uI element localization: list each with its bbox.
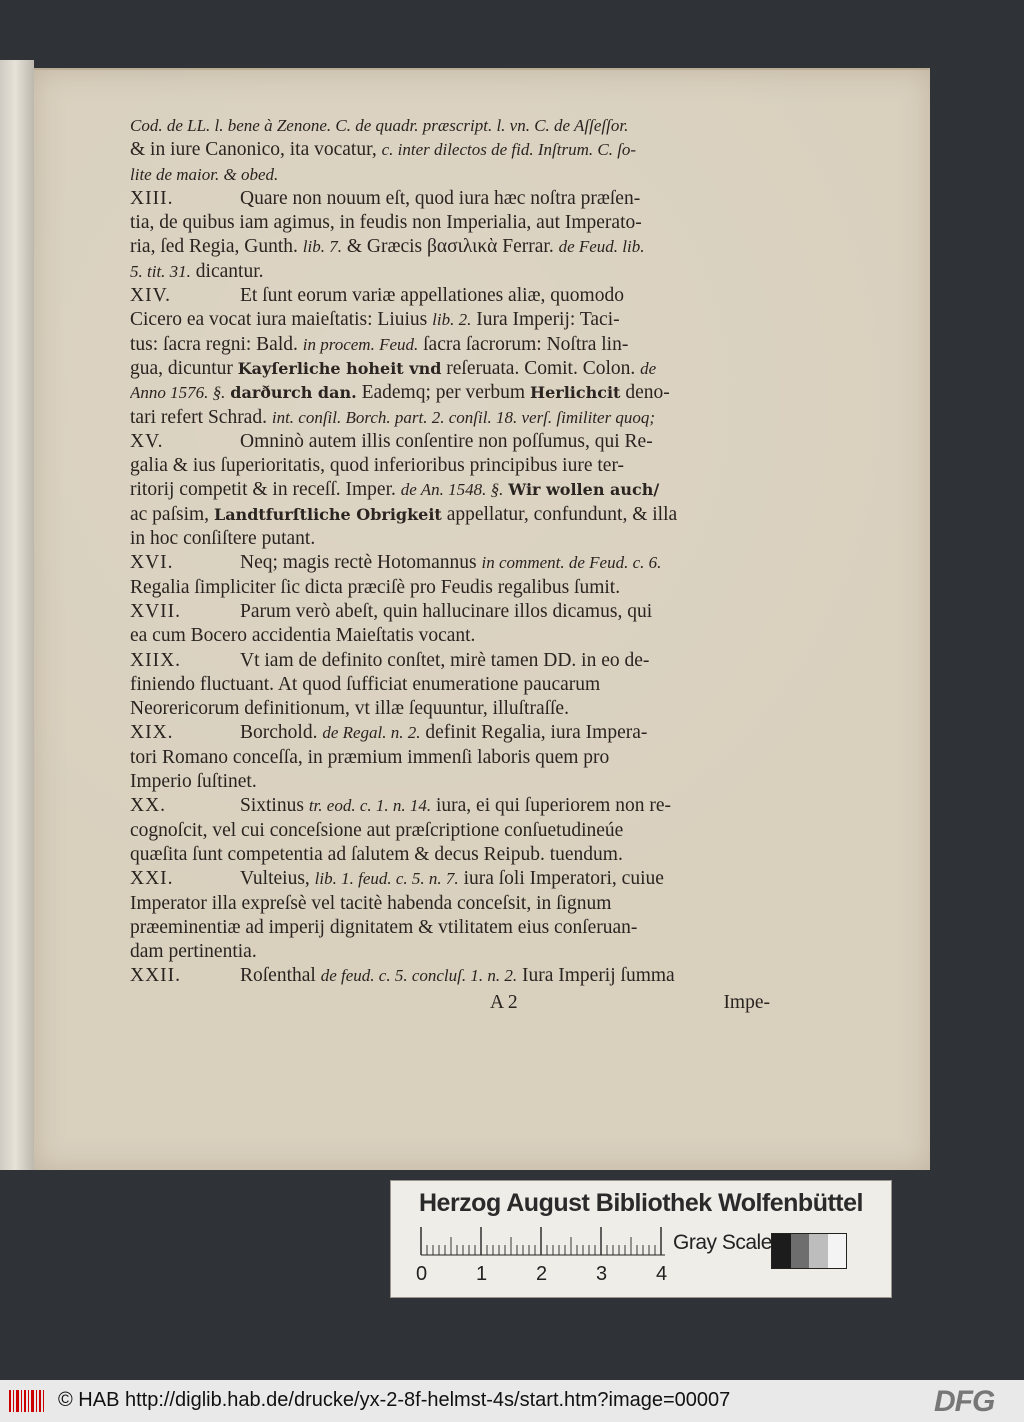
italic-citation: in procem. Feud. — [302, 334, 419, 354]
section-number: XVII. — [130, 600, 182, 622]
text-line — [130, 624, 770, 648]
italic-citation: de An. 1548. §. — [400, 480, 504, 500]
text-line — [130, 260, 770, 284]
text-line — [130, 916, 770, 940]
italic-citation: lite de maior. & obed. — [130, 164, 279, 184]
text-run: Neq; magis rectè Hotomannus — [240, 552, 482, 574]
text-line — [130, 163, 770, 187]
text-run: Imperio ſuſtinet. — [130, 771, 257, 793]
italic-citation: lib. 2. — [432, 310, 472, 330]
text-run: Iura Imperij: Taci- — [471, 309, 620, 331]
italic-citation: int. conſil. Borch. part. 2. conſil. 18. verſ. ſimiliter quoq; — [271, 407, 656, 427]
text-run: quæſita ſunt competentia ad ſalutem & decus Reipub. tuendum. — [130, 843, 623, 865]
text-run: ritorij competit & in receſſ. Imper. — [130, 479, 401, 501]
gray-patch — [809, 1234, 828, 1268]
adjacent-page-edge — [0, 60, 34, 1170]
dfg-logo: DFG — [934, 1385, 995, 1418]
section-number: XIII. — [130, 187, 174, 209]
section-start-line — [130, 187, 770, 211]
text-run: & Græcis βασιλικὰ Ferrar. — [341, 236, 559, 258]
ruler-label: 2 — [536, 1263, 548, 1285]
text-line — [130, 843, 770, 867]
section-start-line — [130, 721, 770, 745]
section-start-line — [130, 964, 770, 988]
section-text — [240, 721, 647, 745]
signature-mark: A 2 — [490, 991, 518, 1013]
text-run: finiendo fluctuant. At quod ſufficiat enumeratione paucarum — [130, 673, 601, 695]
text-line — [130, 940, 770, 964]
text-run: Vt iam de definito conſtet, mirè tamen DD. in eo de- — [240, 649, 650, 671]
section-number: XXI. — [130, 868, 174, 890]
text-line — [130, 235, 770, 259]
section-start-line — [130, 794, 770, 818]
library-name: Herzog August Bibliothek Wolfenbüttel — [419, 1189, 863, 1217]
text-run: Quare non nouum eſt, quod iura hæc noſtra præſen- — [240, 187, 641, 209]
text-line — [130, 819, 770, 843]
text-run: Vulteius, — [240, 868, 315, 890]
text-line — [130, 114, 770, 138]
text-run: Cicero ea vocat iura maieſtatis: Liuius — [130, 309, 433, 331]
text-line — [130, 211, 770, 235]
text-run: Iura Imperij ſumma — [517, 965, 675, 987]
ruler-labels — [413, 1263, 673, 1287]
italic-citation: de — [640, 358, 657, 378]
section-number: XIIX. — [130, 649, 182, 671]
text-run: Parum verò abeſt, quin hallucinare illos dicamus, qui — [240, 600, 653, 622]
italic-citation: c. inter dilectos de fid. Inſtrum. C. ſo- — [381, 140, 637, 160]
section-text — [240, 187, 640, 211]
section-start-line — [130, 649, 770, 673]
text-run: ea cum Bocero accidentia Maieſtatis vocant. — [130, 625, 476, 647]
section-number: XIX. — [130, 722, 174, 744]
section-number: XXII. — [130, 965, 182, 987]
text-run: iura ſoli Imperatori, cuiue — [458, 868, 664, 890]
italic-citation: in comment. de Feud. c. 6. — [481, 553, 662, 573]
text-run: Borchold. — [240, 722, 323, 744]
text-line — [130, 746, 770, 770]
page-footer-line — [130, 991, 770, 1015]
text-run: galia & ius ſuperioritatis, quod inferioribus principibus iure ter- — [130, 455, 625, 477]
gray-patch — [791, 1234, 810, 1268]
text-run: gua, dicuntur — [130, 357, 238, 379]
text-line — [130, 770, 770, 794]
gray-scale-swatch — [771, 1233, 847, 1269]
text-line — [130, 406, 770, 430]
color-calibration-card — [390, 1180, 892, 1298]
text-line — [130, 138, 770, 162]
text-run: ria, ſed Regia, Gunth. — [130, 236, 303, 258]
text-run: cognoſcit, vel cui conceſsione aut præſcriptione conſuetudineúe — [130, 819, 624, 841]
text-run: in hoc conſiſtere putant. — [130, 528, 316, 550]
ruler-label: 0 — [416, 1263, 428, 1285]
text-run: iura, ei qui ſuperiorem non re- — [431, 795, 671, 817]
copyright-link[interactable]: © HAB http://diglib.hab.de/drucke/yx-2-8f-helmst-4s/start.htm?image=00007 — [58, 1389, 731, 1411]
italic-citation: Cod. de LL. l. bene à Zenone. C. de quadr. præscript. l. vn. C. de Aſſeſſor. — [130, 116, 629, 135]
page-text — [130, 114, 770, 1015]
section-start-line — [130, 284, 770, 308]
text-run: Imperator illa expreſsè vel tacitè habenda conceſsit, in ſignum — [130, 892, 612, 914]
text-line — [130, 527, 770, 551]
section-start-line — [130, 430, 770, 454]
ruler-label: 4 — [656, 1263, 668, 1285]
text-run: deno- — [620, 382, 670, 404]
blackletter-text: Wir wollen auch/ — [508, 480, 660, 500]
section-start-line — [130, 600, 770, 624]
text-line — [130, 333, 770, 357]
text-line — [130, 357, 770, 381]
italic-citation: lib. 1. feud. c. 5. n. 7. — [314, 869, 459, 889]
text-run: dam pertinentia. — [130, 941, 257, 963]
italic-citation: 5. tit. 31. — [130, 261, 191, 281]
text-run: Roſenthal — [240, 965, 321, 987]
italic-citation: de Regal. n. 2. — [322, 723, 421, 743]
text-run: dicantur. — [190, 260, 264, 282]
blackletter-text: darðurch dan. — [230, 383, 357, 403]
italic-citation: Anno 1576. §. — [130, 383, 226, 403]
text-run: tari refert Schrad. — [130, 406, 272, 428]
blackletter-text: Herlichcit — [529, 383, 621, 403]
section-text — [240, 649, 649, 673]
section-number: XIV. — [130, 285, 172, 307]
text-line — [130, 673, 770, 697]
text-run: & in iure Canonico, ita vocatur, — [130, 139, 382, 161]
ruler-label: 3 — [596, 1263, 608, 1285]
gray-patch — [772, 1234, 791, 1268]
section-text — [240, 551, 661, 575]
gray-scale-label: Gray Scale — [673, 1231, 772, 1254]
text-run: definit Regalia, iura Impera- — [420, 722, 648, 744]
text-run: reſeruata. Comit. Colon. — [441, 357, 641, 379]
section-number: XV. — [130, 430, 164, 452]
text-run: præeminentiæ ad imperij dignitatem & vtilitatem eius conſeruan- — [130, 916, 638, 938]
italic-citation: de Feud. lib. — [558, 237, 645, 257]
section-number: XX. — [130, 795, 167, 817]
barcode-icon — [8, 1388, 48, 1414]
text-line — [130, 478, 770, 502]
section-text — [240, 430, 653, 454]
text-run: Eademq; per verbum — [356, 382, 530, 404]
italic-citation: tr. eod. c. 1. n. 14. — [308, 796, 432, 816]
section-start-line — [130, 867, 770, 891]
text-run: Regalia ſimpliciter ſic dicta præciſè pro Feudis regalibus ſumit. — [130, 576, 621, 598]
text-line — [130, 697, 770, 721]
italic-citation: lib. 7. — [302, 237, 342, 257]
text-run: ſacra ſacrorum: Noſtra lin- — [418, 333, 629, 355]
section-text — [240, 600, 652, 624]
text-line — [130, 892, 770, 916]
gray-patch — [828, 1234, 847, 1268]
text-run: Neorericorum definitionum, vt illæ ſequuntur, illuſtraſſe. — [130, 698, 569, 720]
text-run: tus: ſacra regni: Bald. — [130, 333, 303, 355]
text-run: Et ſunt eorum variæ appellationes aliæ, quomodo — [240, 285, 624, 307]
text-line — [130, 503, 770, 527]
text-run: Omninò autem illis conſentire non poſſumus, qui Re- — [240, 430, 653, 452]
viewer-footer — [0, 1380, 1024, 1422]
text-run: tori Romano conceſſa, in præmium immenſi laboris quem pro — [130, 746, 610, 768]
text-run: appellatur, confundunt, & illa — [441, 503, 678, 525]
section-text — [240, 867, 664, 891]
ruler-label: 1 — [476, 1263, 488, 1285]
blackletter-text: Kayſerliche hoheit vnd — [237, 358, 442, 378]
scale-ruler — [413, 1225, 673, 1261]
blackletter-text: Landtfurſtliche Obrigkeit — [213, 504, 442, 524]
text-line — [130, 454, 770, 478]
section-text — [240, 964, 675, 988]
text-line — [130, 381, 770, 405]
section-text — [240, 794, 671, 818]
text-line — [130, 576, 770, 600]
catchword: Impe- — [723, 991, 770, 1013]
section-start-line — [130, 551, 770, 575]
section-text — [240, 284, 624, 308]
text-run: ac paſsim, — [130, 503, 214, 525]
section-number: XVI. — [130, 552, 174, 574]
text-run: Sixtinus — [240, 795, 309, 817]
italic-citation: de feud. c. 5. concluſ. 1. n. 2. — [320, 966, 518, 986]
text-line — [130, 308, 770, 332]
text-run: tia, de quibus iam agimus, in feudis non Imperialia, aut Imperato- — [130, 212, 642, 234]
